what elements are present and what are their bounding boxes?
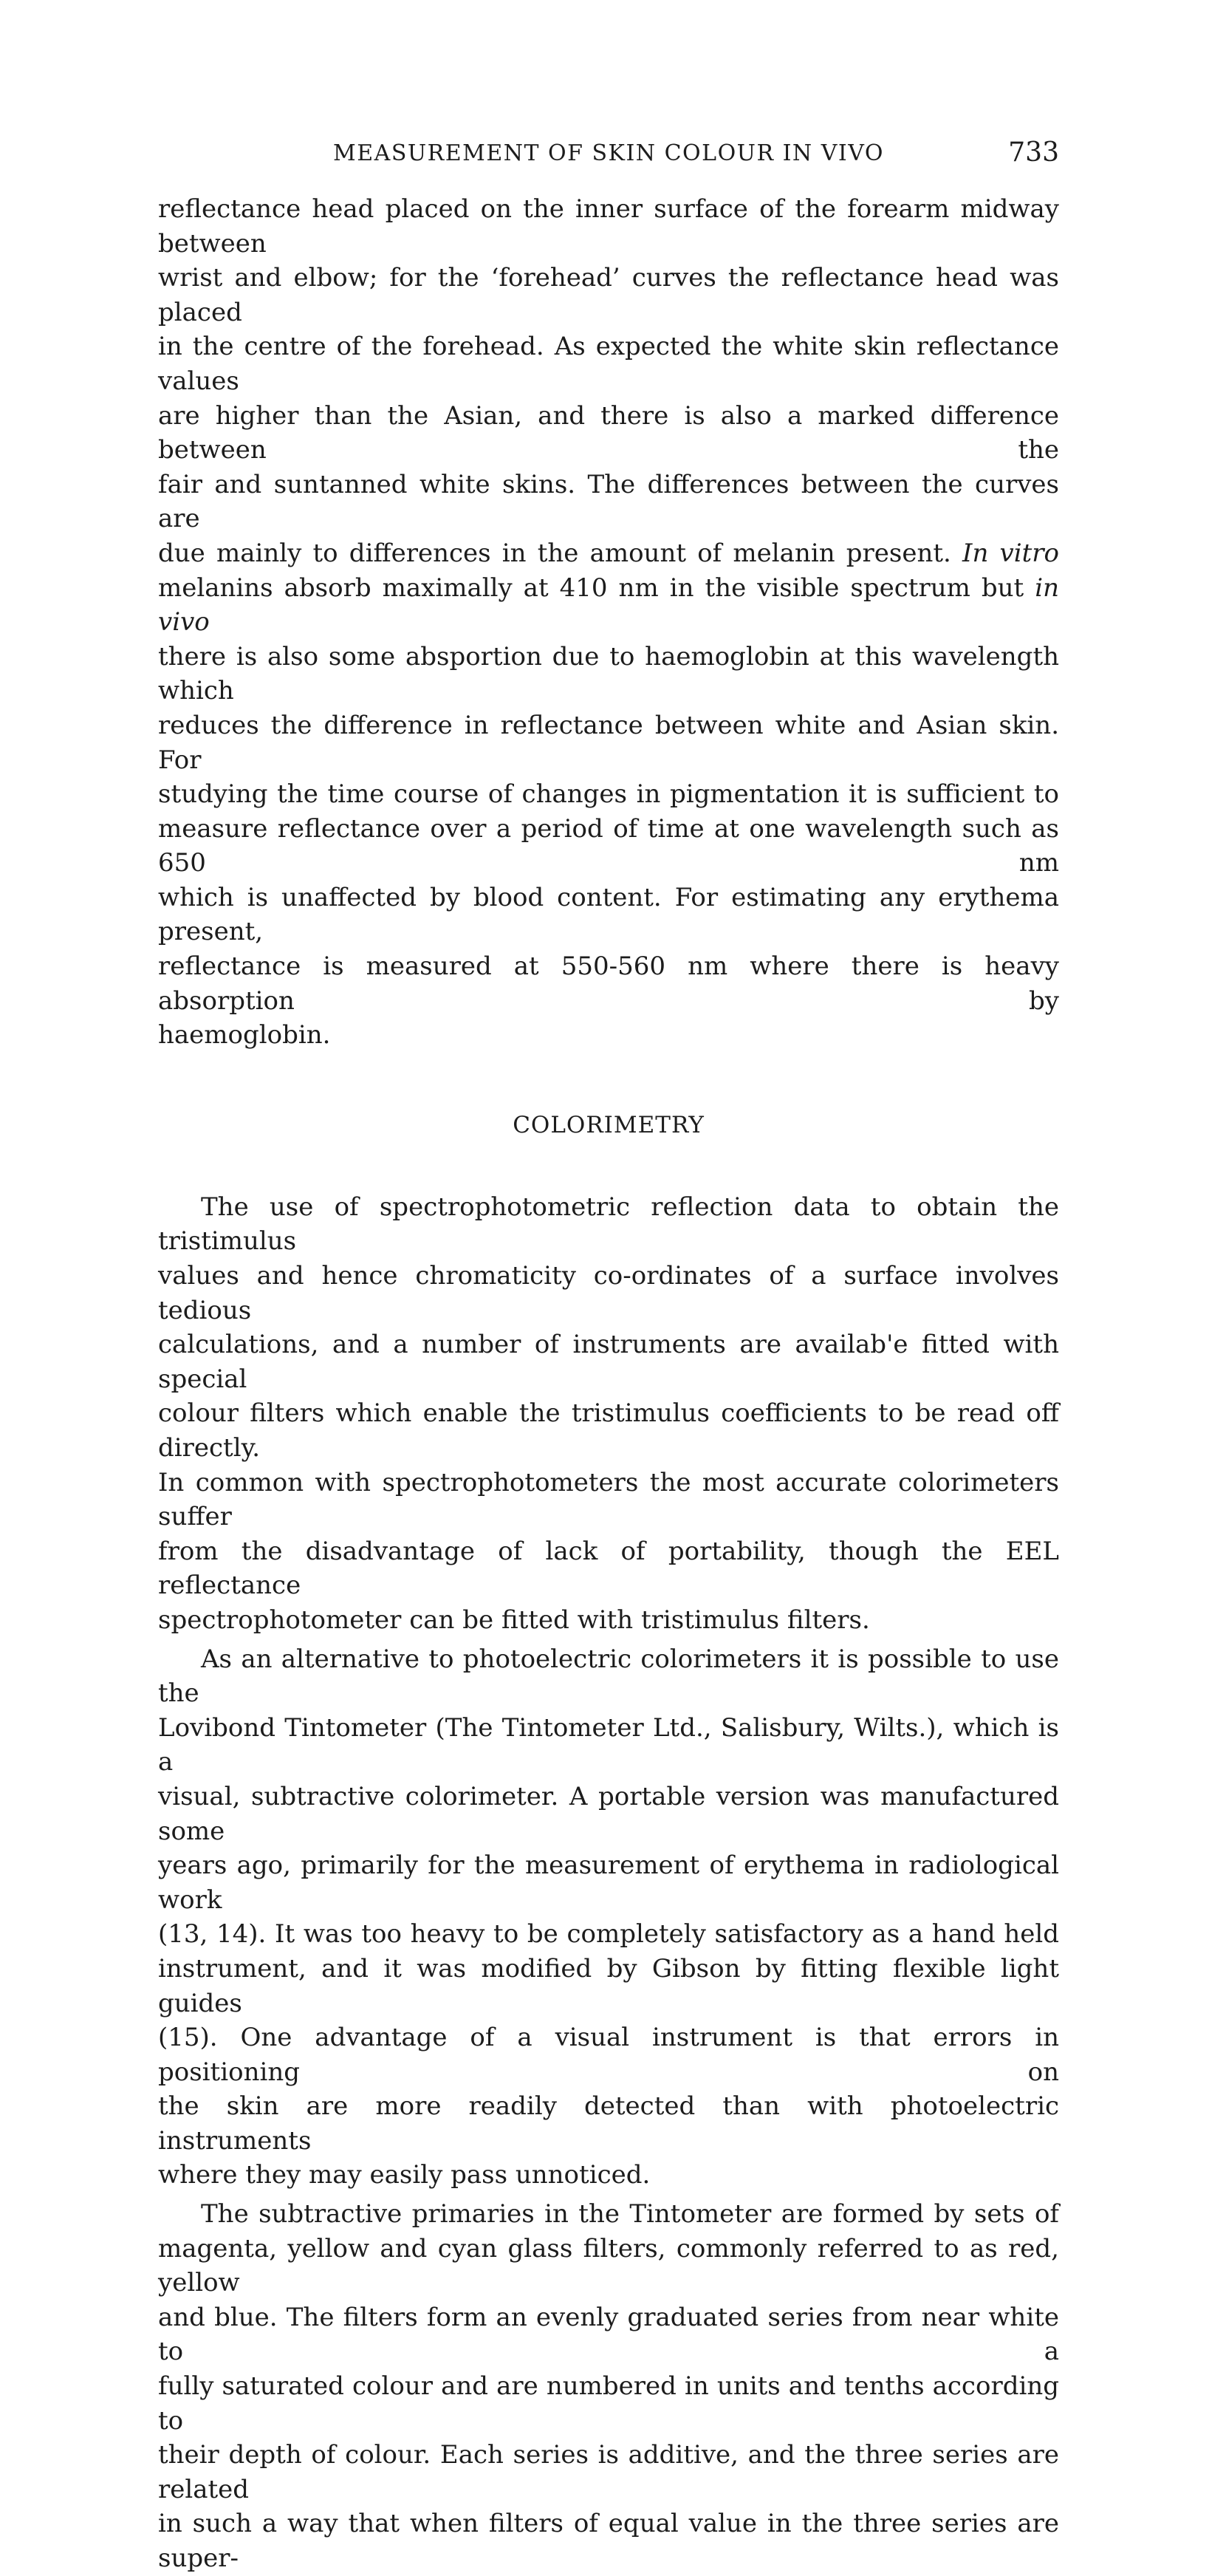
text-line: (13, 14). It was too heavy to be completely satisfactory as a hand held: [158, 1919, 1059, 1950]
text-line: (15). One advantage of a visual instrument is that errors in positioning on: [158, 2023, 1059, 2087]
text-line: calculations, and a number of instruments are availab'e fitted with special: [158, 1330, 1059, 1394]
text-line: wrist and elbow; for the ‘forehead’ curves the reflectance head was placed: [158, 263, 1059, 327]
running-head: [158, 137, 1059, 179]
text-line: reflectance head placed on the inner surface of the forearm midway between: [158, 194, 1059, 259]
italic-term: In vitro: [962, 538, 1060, 568]
paragraph-reflectance: [158, 192, 1059, 1053]
text-line: [158, 571, 1059, 640]
text-line: The subtractive primaries in the Tintometer are formed by sets of: [201, 2199, 1059, 2230]
text-line: are higher than the Asian, and there is also a marked difference between the: [158, 400, 1059, 465]
text-line: their depth of colour. Each series is additive, and the three series are related: [158, 2440, 1059, 2504]
text-line: Lovibond Tintometer (The Tintometer Ltd., Salisbury, Wilts.), which is a: [158, 1712, 1059, 1777]
text-line: magenta, yellow and cyan glass filters, commonly referred to as red, yellow: [158, 2233, 1059, 2298]
text-line: values and hence chromaticity co-ordinates of a surface involves tedious: [158, 1261, 1059, 1325]
text-line: years ago, primarily for the measurement of erythema in radiological work: [158, 1851, 1059, 1915]
section-heading: COLORIMETRY: [513, 1111, 705, 1138]
text-run: melanins absorb maximally at 410 nm in the visible spectrum but: [158, 573, 1024, 603]
text-line: spectrophotometer can be fitted with tristimulus filters.: [158, 1605, 870, 1635]
text-line: In common with spectrophotometers the most accurate colorimeters suffer: [158, 1467, 1059, 1532]
text-line: and blue. The filters form an evenly graduated series from near white to a: [158, 2302, 1059, 2367]
paragraph-subtractive-primaries: [158, 2197, 1059, 2576]
text-line: instrument, and it was modified by Gibson by fitting flexible light guides: [158, 1953, 1059, 2018]
paragraph-spectrophotometric: [158, 1190, 1059, 1638]
paragraph-tintometer: [158, 1642, 1059, 2193]
text-line: which is unaffected by blood content. For estimating any erythema present,: [158, 882, 1059, 947]
text-line: haemoglobin.: [158, 1020, 331, 1050]
text-line: studying the time course of changes in pigmentation it is sufficient to: [158, 779, 1059, 810]
text-line: in the centre of the forehead. As expected the white skin reflectance values: [158, 332, 1059, 396]
text-line: fully saturated colour and are numbered in units and tenths according to: [158, 2371, 1059, 2436]
text-line: [158, 536, 1059, 571]
text-line: measure reflectance over a period of time at one wavelength such as 650 nm: [158, 813, 1059, 878]
text-line: the skin are more readily detected than with photoelectric instruments: [158, 2091, 1059, 2156]
book-page: [158, 137, 1060, 2576]
text-line: reflectance is measured at 550-560 nm where there is heavy absorption by: [158, 952, 1059, 1016]
text-line: fair and suntanned white skins. The differences between the curves are: [158, 469, 1059, 534]
page-number: 733: [1008, 137, 1059, 168]
text-line: in such a way that when filters of equal value in the three series are super-: [158, 2509, 1059, 2573]
text-line: from the disadvantage of lack of portability, though the EEL reflectance: [158, 1536, 1059, 1601]
text-line: colour filters which enable the tristimulus coefficients to be read off directly.: [158, 1398, 1059, 1463]
text-line: visual, subtractive colorimeter. A portable version was manufactured some: [158, 1781, 1059, 1846]
running-title: MEASUREMENT OF SKIN COLOUR IN VIVO: [333, 140, 884, 166]
text-line: As an alternative to photoelectric colorimeters it is possible to use the: [158, 1644, 1059, 1709]
text-run: due mainly to differences in the amount of melanin present.: [158, 538, 951, 568]
text-line: where they may easily pass unnoticed.: [158, 2160, 651, 2190]
text-line: The use of spectrophotometric reflection data to obtain the tristimulus: [158, 1192, 1059, 1257]
text-line: reduces the difference in reflectance between white and Asian skin. For: [158, 710, 1059, 775]
italic-term: in vivo: [158, 573, 1059, 638]
text-line: there is also some absportion due to haemoglobin at this wavelength which: [158, 641, 1059, 706]
